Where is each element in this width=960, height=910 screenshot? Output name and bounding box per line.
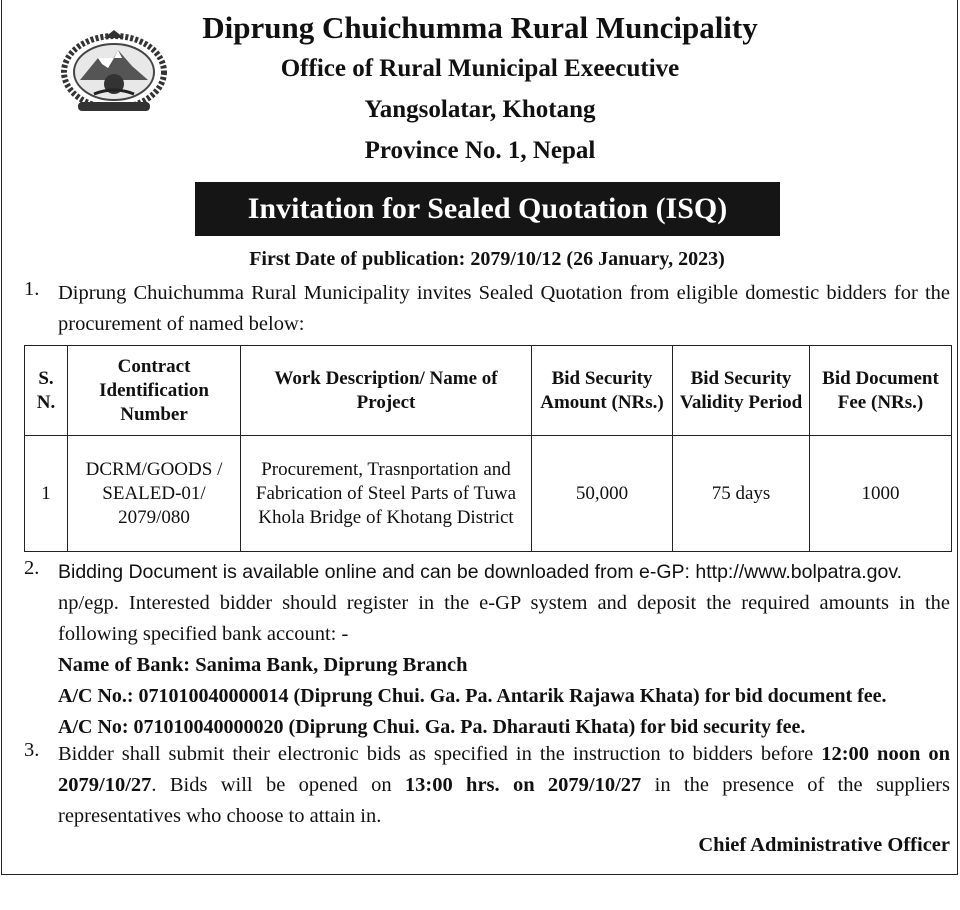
municipality-name: Diprung Chuichumma Rural Muncipality <box>202 10 758 45</box>
publication-date: First Date of publication: 2079/10/12 (26 January, 2023) <box>249 248 725 270</box>
account-doc-fee: A/C No.: 071010040000014 (Diprung Chui. Ga. Pa. Antarik Rajawa Khata) for bid document fee. <box>58 685 887 707</box>
table-cell: 75 days <box>673 436 810 552</box>
item-number: 1. <box>24 278 40 300</box>
item-number: 3. <box>24 739 40 761</box>
bidding-document-paragraph <box>58 557 950 743</box>
column-header: Bid Security Validity Period <box>673 346 810 436</box>
presence-text: in the presence of the suppliers representatives who choose to attain in. <box>58 774 950 827</box>
column-header: Contract Identification Number <box>68 346 241 436</box>
notice-title-banner: Invitation for Sealed Quotation (ISQ) <box>195 182 780 236</box>
signatory-title: Chief Administrative Officer <box>698 834 950 856</box>
column-header: S. N. <box>25 346 68 436</box>
table-cell: DCRM/GOODS / SEALED-01/ 2079/080 <box>68 436 241 552</box>
table-cell: Procurement, Trasnportation and Fabrication of Steel Parts of Tuwa Khola Bridge of Khotang District <box>241 436 532 552</box>
table-cell: 1 <box>25 436 68 552</box>
column-header: Work Description/ Name of Project <box>241 346 532 436</box>
submission-deadline: 12:00 noon on 2079/10/27 <box>58 743 951 796</box>
opening-text: . Bids will be opened on <box>151 774 392 796</box>
bid-table <box>24 345 952 552</box>
table-row <box>25 436 952 552</box>
account-security-fee: A/C No: 071010040000020 (Diprung Chui. Ga. Pa. Dharauti Khata) for bid security fee. <box>58 716 806 738</box>
office-name: Office of Rural Municipal Exeecutive <box>280 55 680 82</box>
table-header-row <box>25 346 952 436</box>
opening-time: 13:00 hrs. on 2079/10/27 <box>404 774 642 796</box>
egp-link-text: Bidding Document is available online and can be downloaded from e-GP: http://www.bolpatra.gov. <box>58 561 903 583</box>
submission-text: Bidder shall submit their electronic bids as specified in the instruction to bidders before <box>58 743 814 765</box>
table-cell: 50,000 <box>532 436 673 552</box>
column-header: Bid Security Amount (NRs.) <box>532 346 673 436</box>
bank-name: Name of Bank: Sanima Bank, Diprung Branch <box>58 654 468 676</box>
province-name: Province No. 1, Nepal <box>364 137 596 164</box>
office-location: Yangsolatar, Khotang <box>364 96 596 123</box>
bidding-instructions: np/egp. Interested bidder should register in the e-GP system and deposit the required amounts in the following specified bank account: - <box>58 592 950 645</box>
invitation-paragraph: Diprung Chuichumma Rural Municipality invites Sealed Quotation from eligible domestic bidders for the procurement of named below: <box>58 282 950 335</box>
table-cell: 1000 <box>810 436 952 552</box>
item-number: 2. <box>24 557 40 579</box>
submission-paragraph <box>58 739 950 832</box>
column-header: Bid Document Fee (NRs.) <box>810 346 952 436</box>
